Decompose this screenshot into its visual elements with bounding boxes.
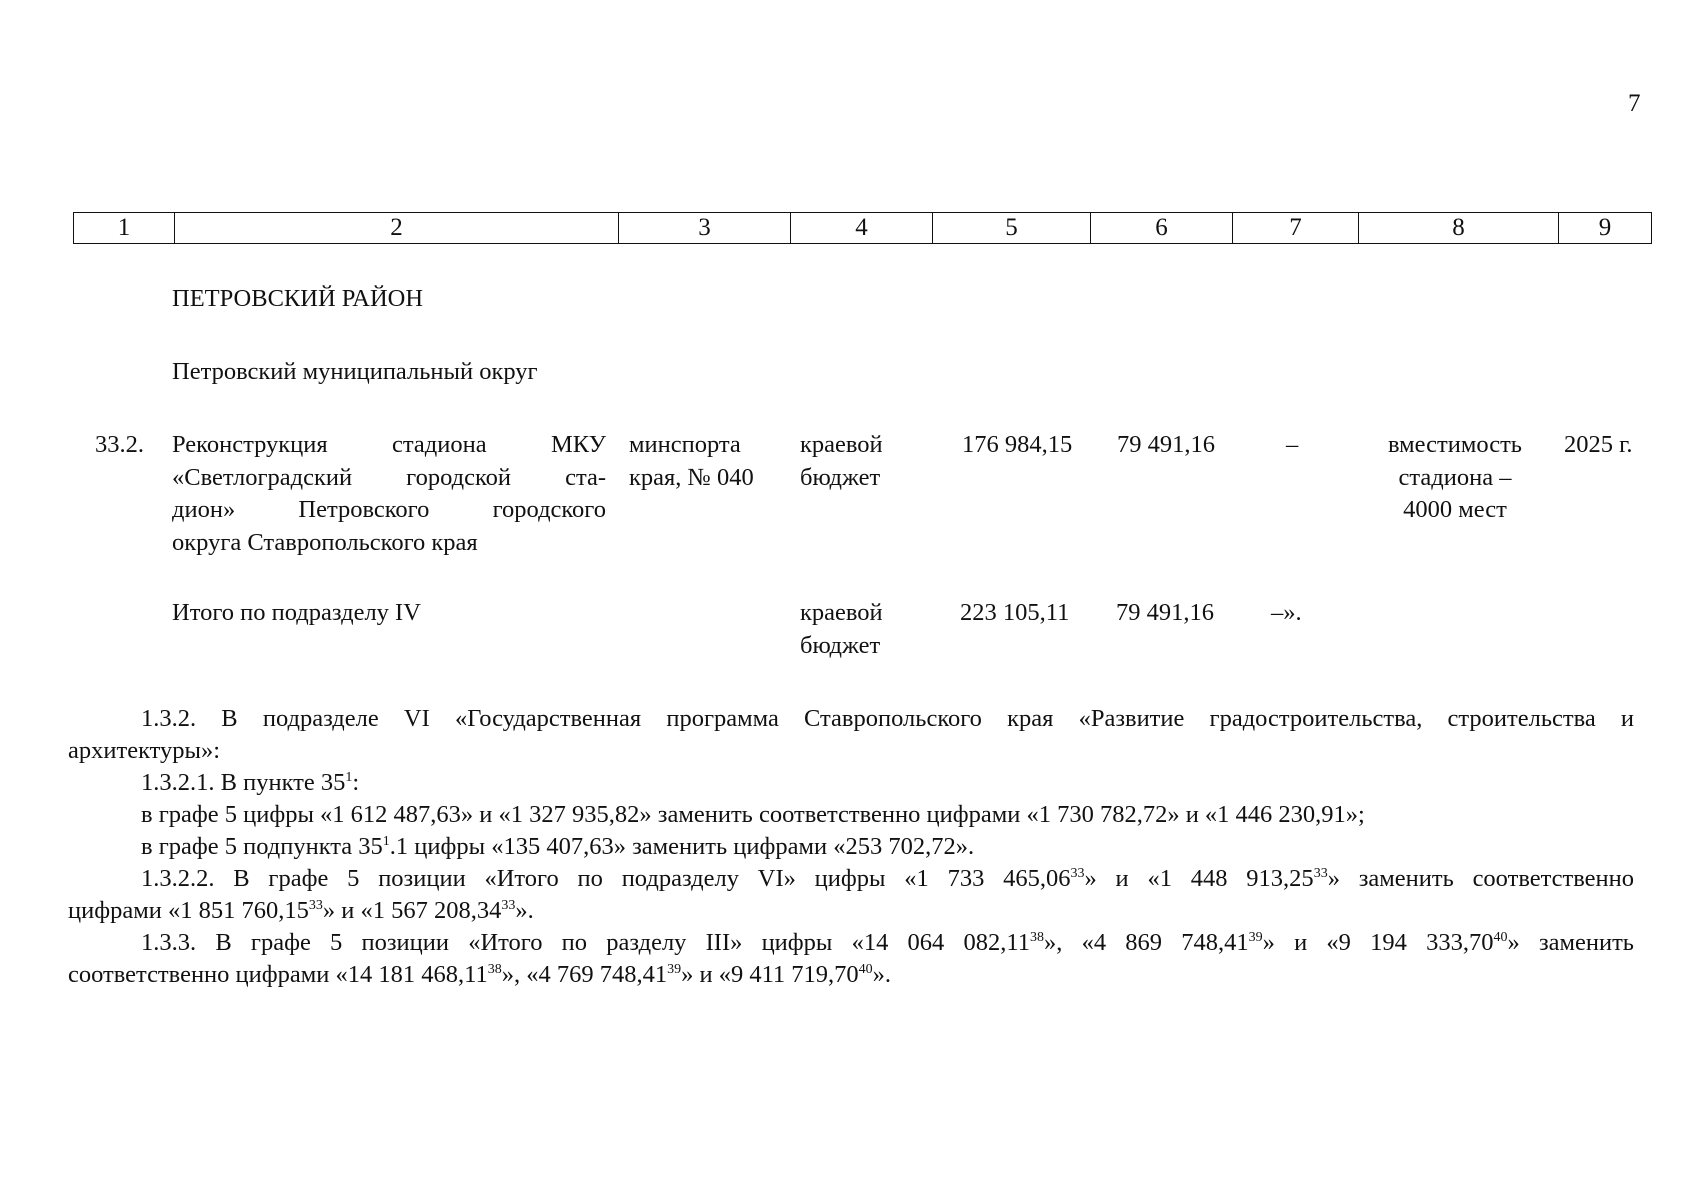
paragraph-1-3-2: 1.3.2. В подразделе VI «Государственная программа Ставропольского края «Развитие градостроительства, строительства и [141,705,1634,732]
column-header-7: 7 [1233,213,1359,244]
total-column-7: –». [1271,599,1302,626]
column-header-4: 4 [791,213,933,244]
column-header-2: 2 [175,213,619,244]
project-name-line: «Светлоградский городской ста- [172,463,606,491]
municipality-heading: Петровский муниципальный округ [172,358,538,385]
paragraph-1-3-2-cont: архитектуры»: [68,737,221,764]
column-header-9: 9 [1559,213,1652,244]
budget-line: бюджет [800,631,881,659]
budget-line: краевой [800,599,883,626]
paragraph-1-3-3: 1.3.3. В графе 5 позиции «Итого по разделу III» цифры «14 064 082,11$^{38}$», «4 869 748,41$^{39}$» и «9 194 333,70$^{40}$» заменить [141,929,1634,956]
column-7-value: – [1286,431,1299,458]
project-name-line: дион» Петровского городского [172,496,606,523]
ministry-line: края, № 040 [629,463,754,491]
district-heading: ПЕТРОВСКИЙ РАЙОН [172,285,424,312]
column-6-value: 79 491,16 [1117,431,1215,458]
budget-line: бюджет [800,463,881,491]
column-5-value: 176 984,15 [962,431,1073,458]
total-label: Итого по подразделу IV [172,599,421,626]
paragraph-column5-b: в графе 5 подпункта $35^1.1$ цифры «135 407,63» заменить цифрами «253 702,72». [141,833,975,860]
paragraph-1-3-2-2: 1.3.2.2. В графе 5 позиции «Итого по подразделу VI» цифры «1 733 465,06$^{33}$» и «1 448 913,25$^{33}$» заменить соответственно [141,865,1634,892]
column-header-8: 8 [1359,213,1559,244]
amendment-text [68,703,1634,991]
page-number: 7 [1628,90,1641,117]
row-number: 33.2. [95,431,144,458]
paragraph-column5-a: в графе 5 цифры «1 612 487,63» и «1 327 935,82» заменить соответственно цифрами «1 730 782,72» и «1 446 230,91»; [141,801,1365,828]
paragraph-1-3-2-2-cont: цифрами «1 851 760,15$^{33}$» и «1 567 208,34$^{33}$». [68,897,534,924]
capacity-line: вместимость [1388,431,1522,458]
project-name [172,429,606,559]
capacity-line: 4000 мест [1403,496,1507,523]
project-name-line: Реконструкция стадиона МКУ [172,431,606,458]
column-header-6: 6 [1091,213,1233,244]
column-header-1: 1 [74,213,175,244]
ministry-line: минспорта [629,431,741,458]
capacity-line: стадиона – [1398,463,1512,491]
column-header-3: 3 [619,213,791,244]
budget-source [800,429,883,494]
paragraph-1-3-3-cont: соответственно цифрами «14 181 468,11$^{38}$», «4 769 748,41$^{39}$» и «9 411 719,70$^{40}$». [68,961,892,988]
project-name-line: округа Ставропольского края [172,528,478,556]
column-header-5: 5 [933,213,1091,244]
completion-year: 2025 г. [1564,431,1633,458]
ministry [629,429,754,494]
column-number-header [73,212,1652,244]
budget-line: краевой [800,431,883,458]
total-column-6: 79 491,16 [1116,599,1214,626]
capacity [1360,429,1550,527]
total-column-5: 223 105,11 [960,599,1070,626]
paragraph-1-3-2-1: 1.3.2.1. В пункте $35^1$: [141,769,360,796]
total-budget-source [800,597,883,662]
